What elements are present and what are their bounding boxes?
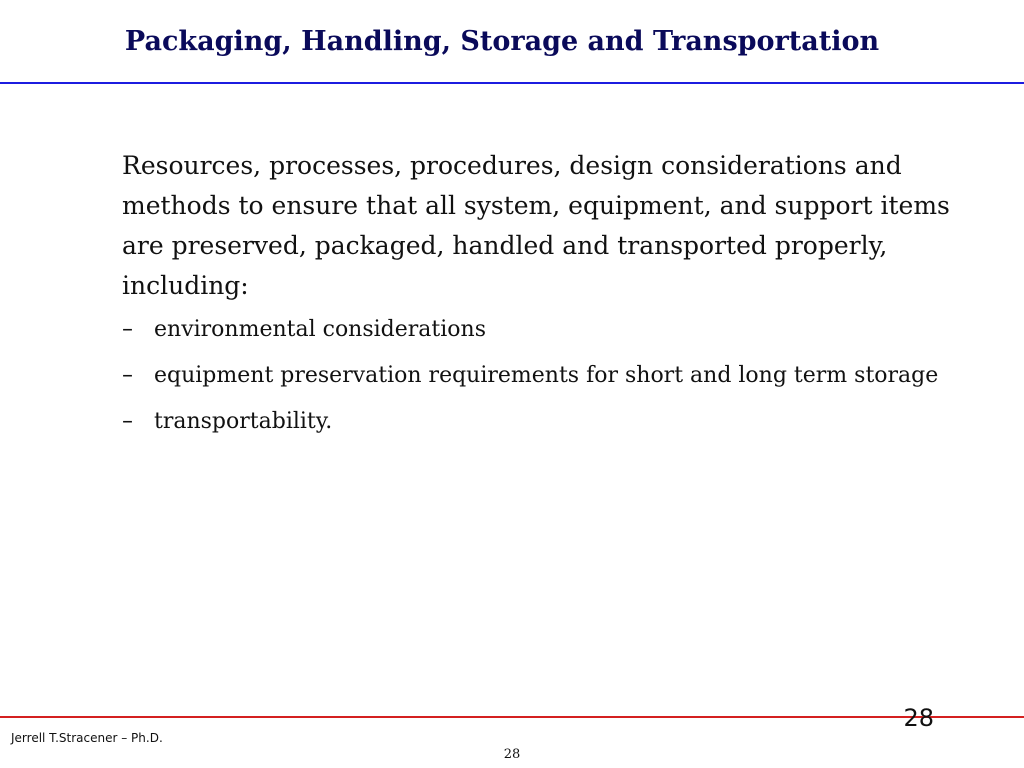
footer-page-number: 28	[503, 747, 521, 762]
author-credit: Jerrell T.Stracener – Ph.D.	[11, 731, 163, 745]
list-item-text: environmental considerations	[154, 317, 486, 342]
dash-bullet-icon: –	[122, 409, 133, 434]
intro-paragraph: Resources, processes, procedures, design considerations and methods to ensure that all system, equipment, and support items are preserved, packaged, handled and transported properly, including:	[122, 151, 950, 300]
dash-bullet-icon: –	[122, 317, 133, 342]
list-item	[122, 404, 952, 440]
dash-bullet-icon: –	[122, 363, 133, 388]
slide-body	[122, 146, 952, 450]
slide-page-number: 28	[903, 704, 934, 732]
title-divider	[0, 82, 1024, 84]
list-item	[122, 358, 952, 394]
slide-title: Packaging, Handling, Storage and Transportation	[124, 26, 880, 57]
list-item-text: equipment preservation requirements for short and long term storage	[154, 363, 939, 388]
bullet-list	[122, 312, 952, 440]
list-item	[122, 312, 952, 348]
list-item-text: transportability.	[154, 409, 333, 434]
